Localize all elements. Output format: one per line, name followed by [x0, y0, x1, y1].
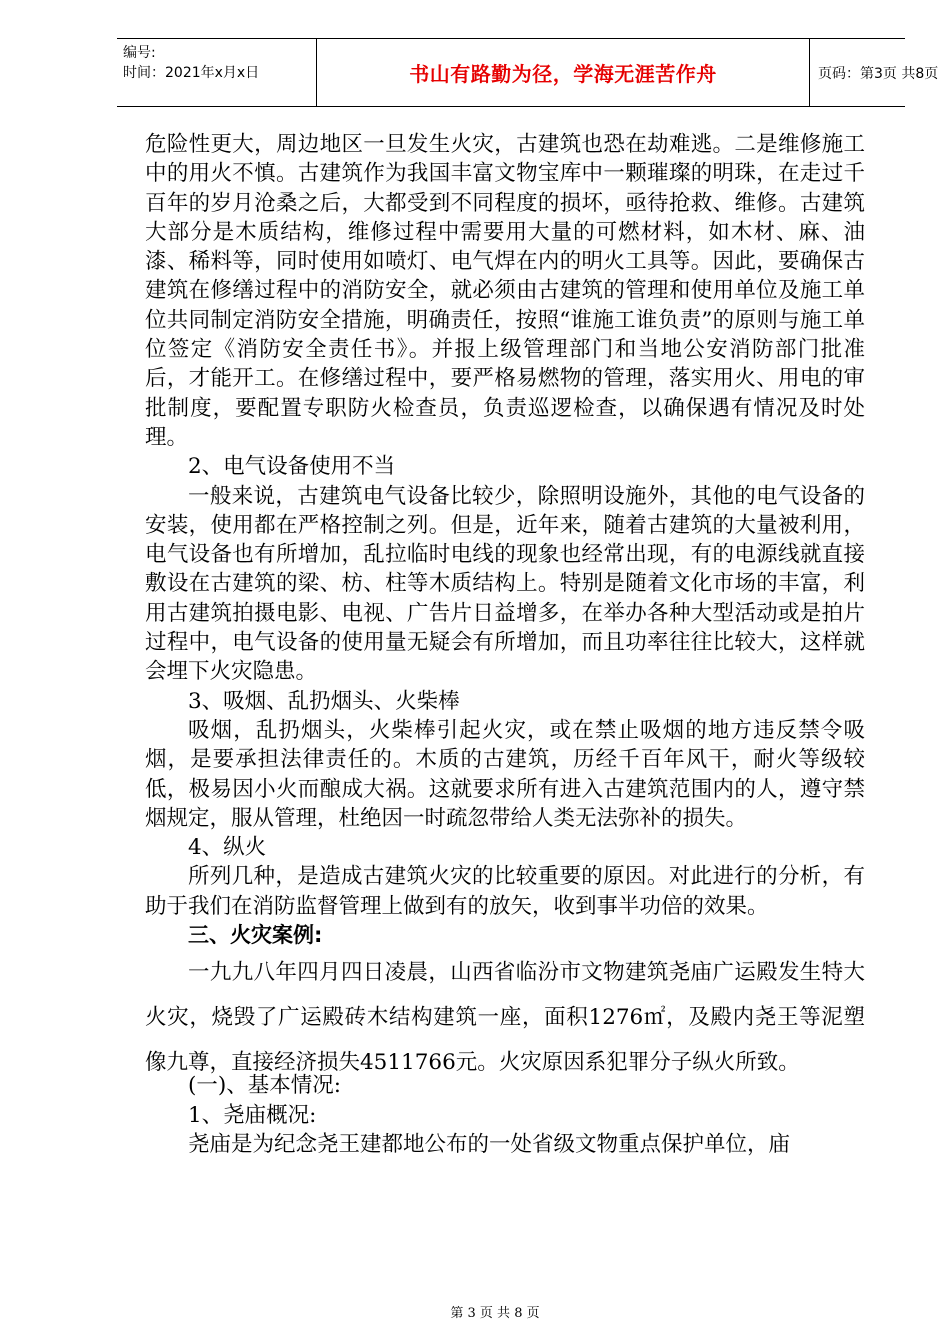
page-footer: 第 3 页 共 8 页: [450, 1306, 540, 1321]
paragraph-1: 危险性更大，周边地区一旦发生火灾，古建筑也恐在劫难逃。二是维修施工中的用火不慎。古建筑作为我国丰富文物宝库中一颗璀璨的明珠，在走过千百年的岁月沧桑之后，大都受到不同程度的损坏，亟待抢救、维修。古建筑大部分是木质结构，维修过程中需要用大量的可燃材料，如木材、麻、油漆、稀料等，同时使用如喷灯、电气焊在内的明火工具等。因此，要确保古建筑在修缮过程中的消防安全，就必须由古建筑的管理和使用单位及施工单位共同制定消防安全措施，明确责任，按照“谁施工谁负责”的原则与施工单位签定《消防安全责任书》。并报上级管理部门和当地公安消防部门批准后，才能开工。在修缮过程中，要严格易燃物的管理，落实用火、用电的审批制度，要配置专职防火检查员，负责巡逻检查，以确保遇有情况及时处理。: [145, 132, 865, 450]
time-label: 时间：2021年x月x日: [123, 65, 260, 81]
header-page-cell: [810, 39, 939, 106]
subheading-basic-info: (一)、基本情况:: [188, 1073, 342, 1099]
subheading-temple-overview: 1、尧庙概况:: [188, 1102, 317, 1128]
heading-electrical: 2、电气设备使用不当: [188, 454, 396, 480]
page-header: [117, 38, 939, 107]
motto-text: 书山有路勤为径，学海无涯苦作舟: [409, 62, 717, 86]
header-motto-cell: [316, 39, 810, 106]
heading-arson: 4、纵火: [188, 835, 267, 861]
section-title-fire-cases: 三、火灾案例:: [188, 923, 323, 948]
paragraph-5: 一九九八年四月四日凌晨，山西省临汾市文物建筑尧庙广运殿发生特大火灾，烧毁了广运殿砖木结构建筑一座，面积1276㎡，及殿内尧王等泥塑像九尊，直接经济损失4511766元。火灾原因系犯罪分子纵火所致。: [145, 960, 865, 1076]
paragraph-3: 吸烟，乱扔烟头，火柴棒引起火灾，或在禁止吸烟的地方违反禁令吸烟，是要承担法律责任的。木质的古建筑，历经千百年风干，耐火等级较低，极易因小火而酿成大祸。这就要求所有进入古建筑范围内的人，遵守禁烟规定，服从管理，杜绝因一时疏忽带给人类无法弥补的损失。: [145, 717, 865, 831]
paragraph-2: 一般来说，古建筑电气设备比较少，除照明设施外，其他的电气设备的安装，使用都在严格控制之列。但是，近年来，随着古建筑的大量被利用，电气设备也有所增加，乱拉临时电线的现象也经常出现，有的电源线就直接敷设在古建筑的梁、枋、柱等木质结构上。特别是随着文化市场的丰富，利用古建筑拍摄电影、电视、广告片日益增多，在举办各种大型活动或是拍片过程中，电气设备的使用量无疑会有所增加，而且功率往往比较大，这样就会埋下火灾隐患。: [145, 483, 865, 685]
document-body: [145, 130, 865, 1159]
header-info-cell: [117, 39, 316, 106]
heading-smoking: 3、吸烟、乱扔烟头、火柴棒: [188, 688, 460, 714]
paragraph-6: 尧庙是为纪念尧王建都地公布的一处省级文物重点保护单位，庙: [188, 1131, 791, 1157]
page-label: 页码：第3页 共8页: [818, 65, 939, 82]
paragraph-4: 所列几种，是造成古建筑火灾的比较重要的原因。对此进行的分析，有助于我们在消防监督管理上做到有的放矢，收到事半功倍的效果。: [145, 864, 865, 919]
number-label: 编号:: [123, 45, 156, 61]
